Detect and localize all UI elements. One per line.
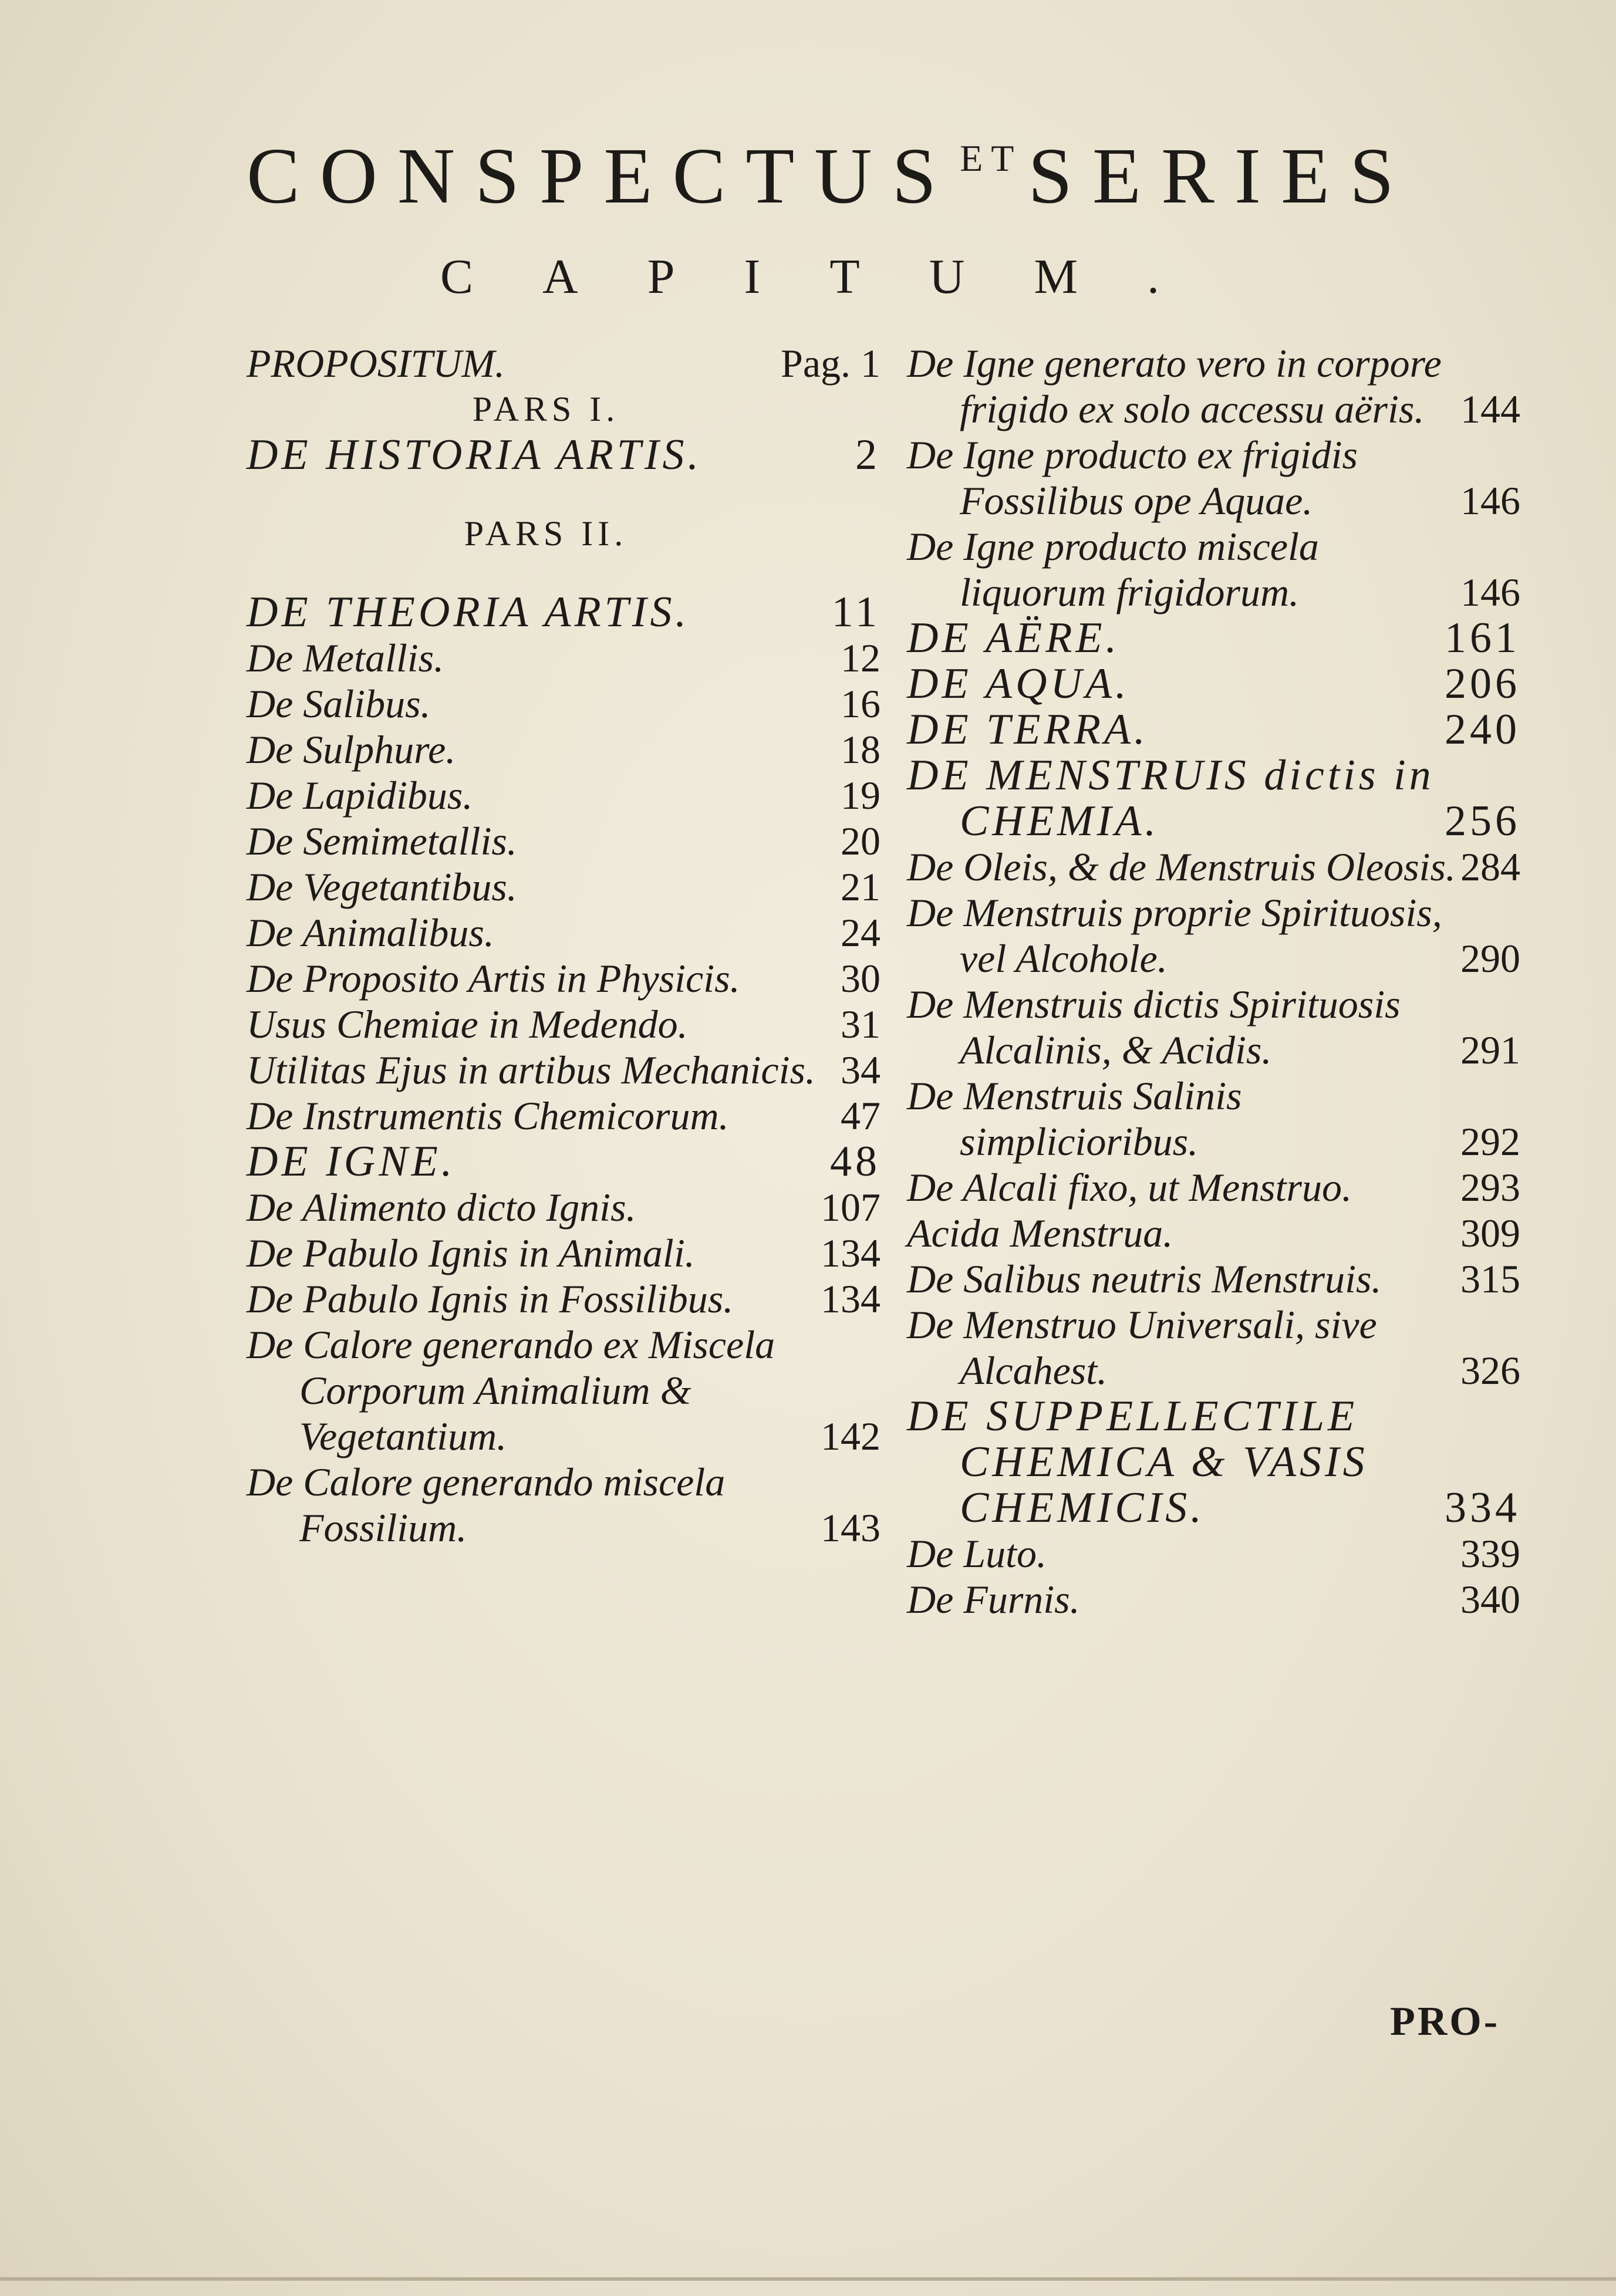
entry-page-number: 21 — [841, 865, 880, 909]
contents-column-left — [247, 340, 880, 1551]
toc-entry — [907, 615, 1520, 661]
page-edge — [0, 2277, 1616, 2281]
entry-title: De Menstruis proprie Spirituosis, vel Alcohole. — [907, 890, 1442, 981]
entry-title: DE SUPPELLECTILE CHEMICA & VASIS CHEMICIS. — [907, 1392, 1368, 1532]
toc-entry — [247, 589, 880, 635]
entry-title: De Lapidibus. — [247, 773, 473, 818]
entry-page-number: 11 — [831, 588, 880, 636]
entry-page-number: 34 — [841, 1048, 880, 1092]
spacer — [247, 478, 880, 511]
title-main: CONSPECTUS — [247, 132, 957, 220]
toc-entry — [907, 890, 1520, 981]
entry-title: Usus Chemiae in Medendo. — [247, 1002, 688, 1046]
toc-entry — [247, 1276, 880, 1322]
toc-entry — [247, 1184, 880, 1230]
entry-page-number: Pag. 1 — [781, 341, 880, 386]
entry-page-number: 134 — [821, 1231, 880, 1275]
entry-page-number: 291 — [1460, 1028, 1520, 1072]
toc-entry — [907, 1393, 1520, 1531]
toc-entry — [907, 707, 1520, 752]
entry-page-number: 20 — [841, 819, 880, 863]
entry-title: De Calore generando miscela Fossilium. — [247, 1460, 726, 1550]
entry-page-number: 315 — [1460, 1257, 1520, 1301]
entry-title: De Calore generando ex Miscela Corporum Animalium & Vegetantium. — [247, 1322, 775, 1458]
toc-entry — [907, 340, 1520, 432]
toc-entry — [247, 1230, 880, 1276]
toc-entry — [247, 432, 880, 478]
entry-page-number: 144 — [1460, 387, 1520, 431]
toc-entry — [247, 1139, 880, 1184]
entry-page-number: 12 — [841, 636, 880, 680]
entry-page-number: 143 — [821, 1505, 880, 1550]
entry-page-number: 16 — [841, 681, 880, 726]
entry-title: De Pabulo Ignis in Animali. — [247, 1231, 695, 1275]
entry-page-number: 340 — [1460, 1577, 1520, 1622]
toc-entry — [907, 432, 1520, 524]
page-title — [247, 132, 1520, 220]
entry-page-number: 2 — [855, 431, 880, 479]
entry-title: De Semimetallis. — [247, 819, 517, 863]
toc-entry — [907, 1576, 1520, 1622]
toc-entry — [907, 1531, 1520, 1576]
section-heading — [247, 511, 880, 556]
toc-entry — [247, 1001, 880, 1047]
entry-title: De Menstruis Salinis simplicioribus. — [907, 1073, 1242, 1164]
entry-title: De Vegetantibus. — [247, 865, 517, 909]
entry-page-number: 256 — [1445, 797, 1520, 845]
entry-title: DE TERRA. — [907, 705, 1149, 754]
entry-page-number: 146 — [1460, 570, 1520, 614]
entry-title: Acida Menstrua. — [907, 1211, 1173, 1255]
entry-title: De Igne producto ex frigidis Fossilibus ope Aquae. — [907, 433, 1358, 523]
entry-page-number: 134 — [821, 1277, 880, 1321]
entry-title: De Instrumentis Chemicorum. — [247, 1093, 729, 1138]
entry-title: DE MENSTRUIS dictis in CHEMIA. — [907, 751, 1435, 845]
contents-column-right — [907, 340, 1520, 1622]
entry-title: PARS II. — [464, 514, 628, 553]
toc-entry — [907, 1073, 1520, 1164]
entry-page-number: 290 — [1460, 936, 1520, 981]
entry-title: De Menstruis dictis Spirituosis Alcalinis, & Acidis. — [907, 982, 1401, 1072]
entry-title: De Animalibus. — [247, 910, 494, 955]
toc-entry — [247, 910, 880, 955]
toc-entry — [907, 844, 1520, 890]
entry-page-number: 339 — [1460, 1531, 1520, 1576]
entry-page-number: 48 — [830, 1137, 880, 1186]
entry-title: De Salibus. — [247, 681, 431, 726]
toc-entry — [907, 1210, 1520, 1256]
entry-title: DE AQUA. — [907, 660, 1130, 708]
toc-entry — [247, 955, 880, 1001]
entry-page-number: 30 — [841, 956, 880, 1001]
toc-entry — [247, 340, 880, 386]
entry-title: De Sulphure. — [247, 727, 456, 772]
entry-page-number: 206 — [1445, 660, 1520, 708]
entry-page-number: 107 — [821, 1185, 880, 1230]
entry-title: De Menstruo Universali, sive Alcahest. — [907, 1302, 1377, 1393]
entry-title: DE AËRE. — [907, 614, 1121, 662]
entry-page-number: 334 — [1445, 1484, 1520, 1532]
toc-entry — [247, 1093, 880, 1139]
title-end: SERIES — [1028, 132, 1414, 220]
toc-entry — [247, 1322, 880, 1459]
entry-page-number: 161 — [1445, 614, 1520, 662]
entry-title: DE THEORIA ARTIS. — [247, 588, 690, 636]
toc-entry — [247, 864, 880, 910]
entry-title: De Luto. — [907, 1531, 1047, 1576]
toc-entry — [907, 981, 1520, 1073]
entry-title: De Furnis. — [907, 1577, 1080, 1622]
toc-entry — [907, 752, 1520, 844]
toc-entry — [907, 1164, 1520, 1210]
catchword: PRO- — [1390, 1999, 1500, 2044]
entry-title: De Metallis. — [247, 636, 444, 680]
entry-title: De Proposito Artis in Physicis. — [247, 956, 740, 1001]
entry-page-number: 309 — [1460, 1211, 1520, 1255]
entry-page-number: 284 — [1460, 845, 1520, 889]
toc-entry — [247, 681, 880, 727]
entry-page-number: 292 — [1460, 1119, 1520, 1164]
entry-page-number: 47 — [841, 1093, 880, 1138]
entry-title: De Igne generato vero in corpore frigido ex solo accessu aëris. — [907, 341, 1442, 431]
entry-page-number: 19 — [841, 773, 880, 818]
toc-entry — [247, 1459, 880, 1551]
entry-page-number: 326 — [1460, 1348, 1520, 1393]
page-subtitle: CAPITUM. — [440, 249, 1229, 304]
entry-title: DE IGNE. — [247, 1137, 456, 1186]
entry-title: De Pabulo Ignis in Fossilibus. — [247, 1277, 734, 1321]
title-et: ET — [960, 137, 1023, 179]
entry-title: De Salibus neutris Menstruis. — [907, 1257, 1382, 1301]
entry-page-number: 240 — [1445, 705, 1520, 754]
toc-entry — [247, 727, 880, 772]
entry-title: De Oleis, & de Menstruis Oleosis. — [907, 845, 1456, 889]
toc-entry — [247, 818, 880, 864]
entry-page-number: 293 — [1460, 1165, 1520, 1210]
spacer — [247, 556, 880, 589]
entry-title: DE HISTORIA ARTIS. — [247, 431, 703, 479]
entry-page-number: 18 — [841, 727, 880, 772]
toc-entry — [907, 661, 1520, 707]
entry-title: De Alcali fixo, ut Menstruo. — [907, 1165, 1352, 1210]
entry-title: PROPOSITUM. — [247, 341, 505, 386]
toc-entry — [907, 1302, 1520, 1393]
toc-entry — [907, 1256, 1520, 1302]
entry-title: De Igne producto miscela liquorum frigidorum. — [907, 524, 1319, 614]
entry-title: De Alimento dicto Ignis. — [247, 1185, 636, 1230]
entry-title: Utilitas Ejus in artibus Mechanicis. — [247, 1048, 815, 1092]
toc-entry — [247, 772, 880, 818]
entry-title: PARS I. — [472, 390, 620, 428]
toc-entry — [247, 635, 880, 681]
toc-entry — [907, 524, 1520, 615]
entry-page-number: 31 — [841, 1002, 880, 1046]
toc-entry — [247, 1047, 880, 1093]
entry-page-number: 146 — [1460, 478, 1520, 523]
entry-page-number: 142 — [821, 1414, 880, 1458]
entry-page-number: 24 — [841, 910, 880, 955]
section-heading — [247, 386, 880, 432]
